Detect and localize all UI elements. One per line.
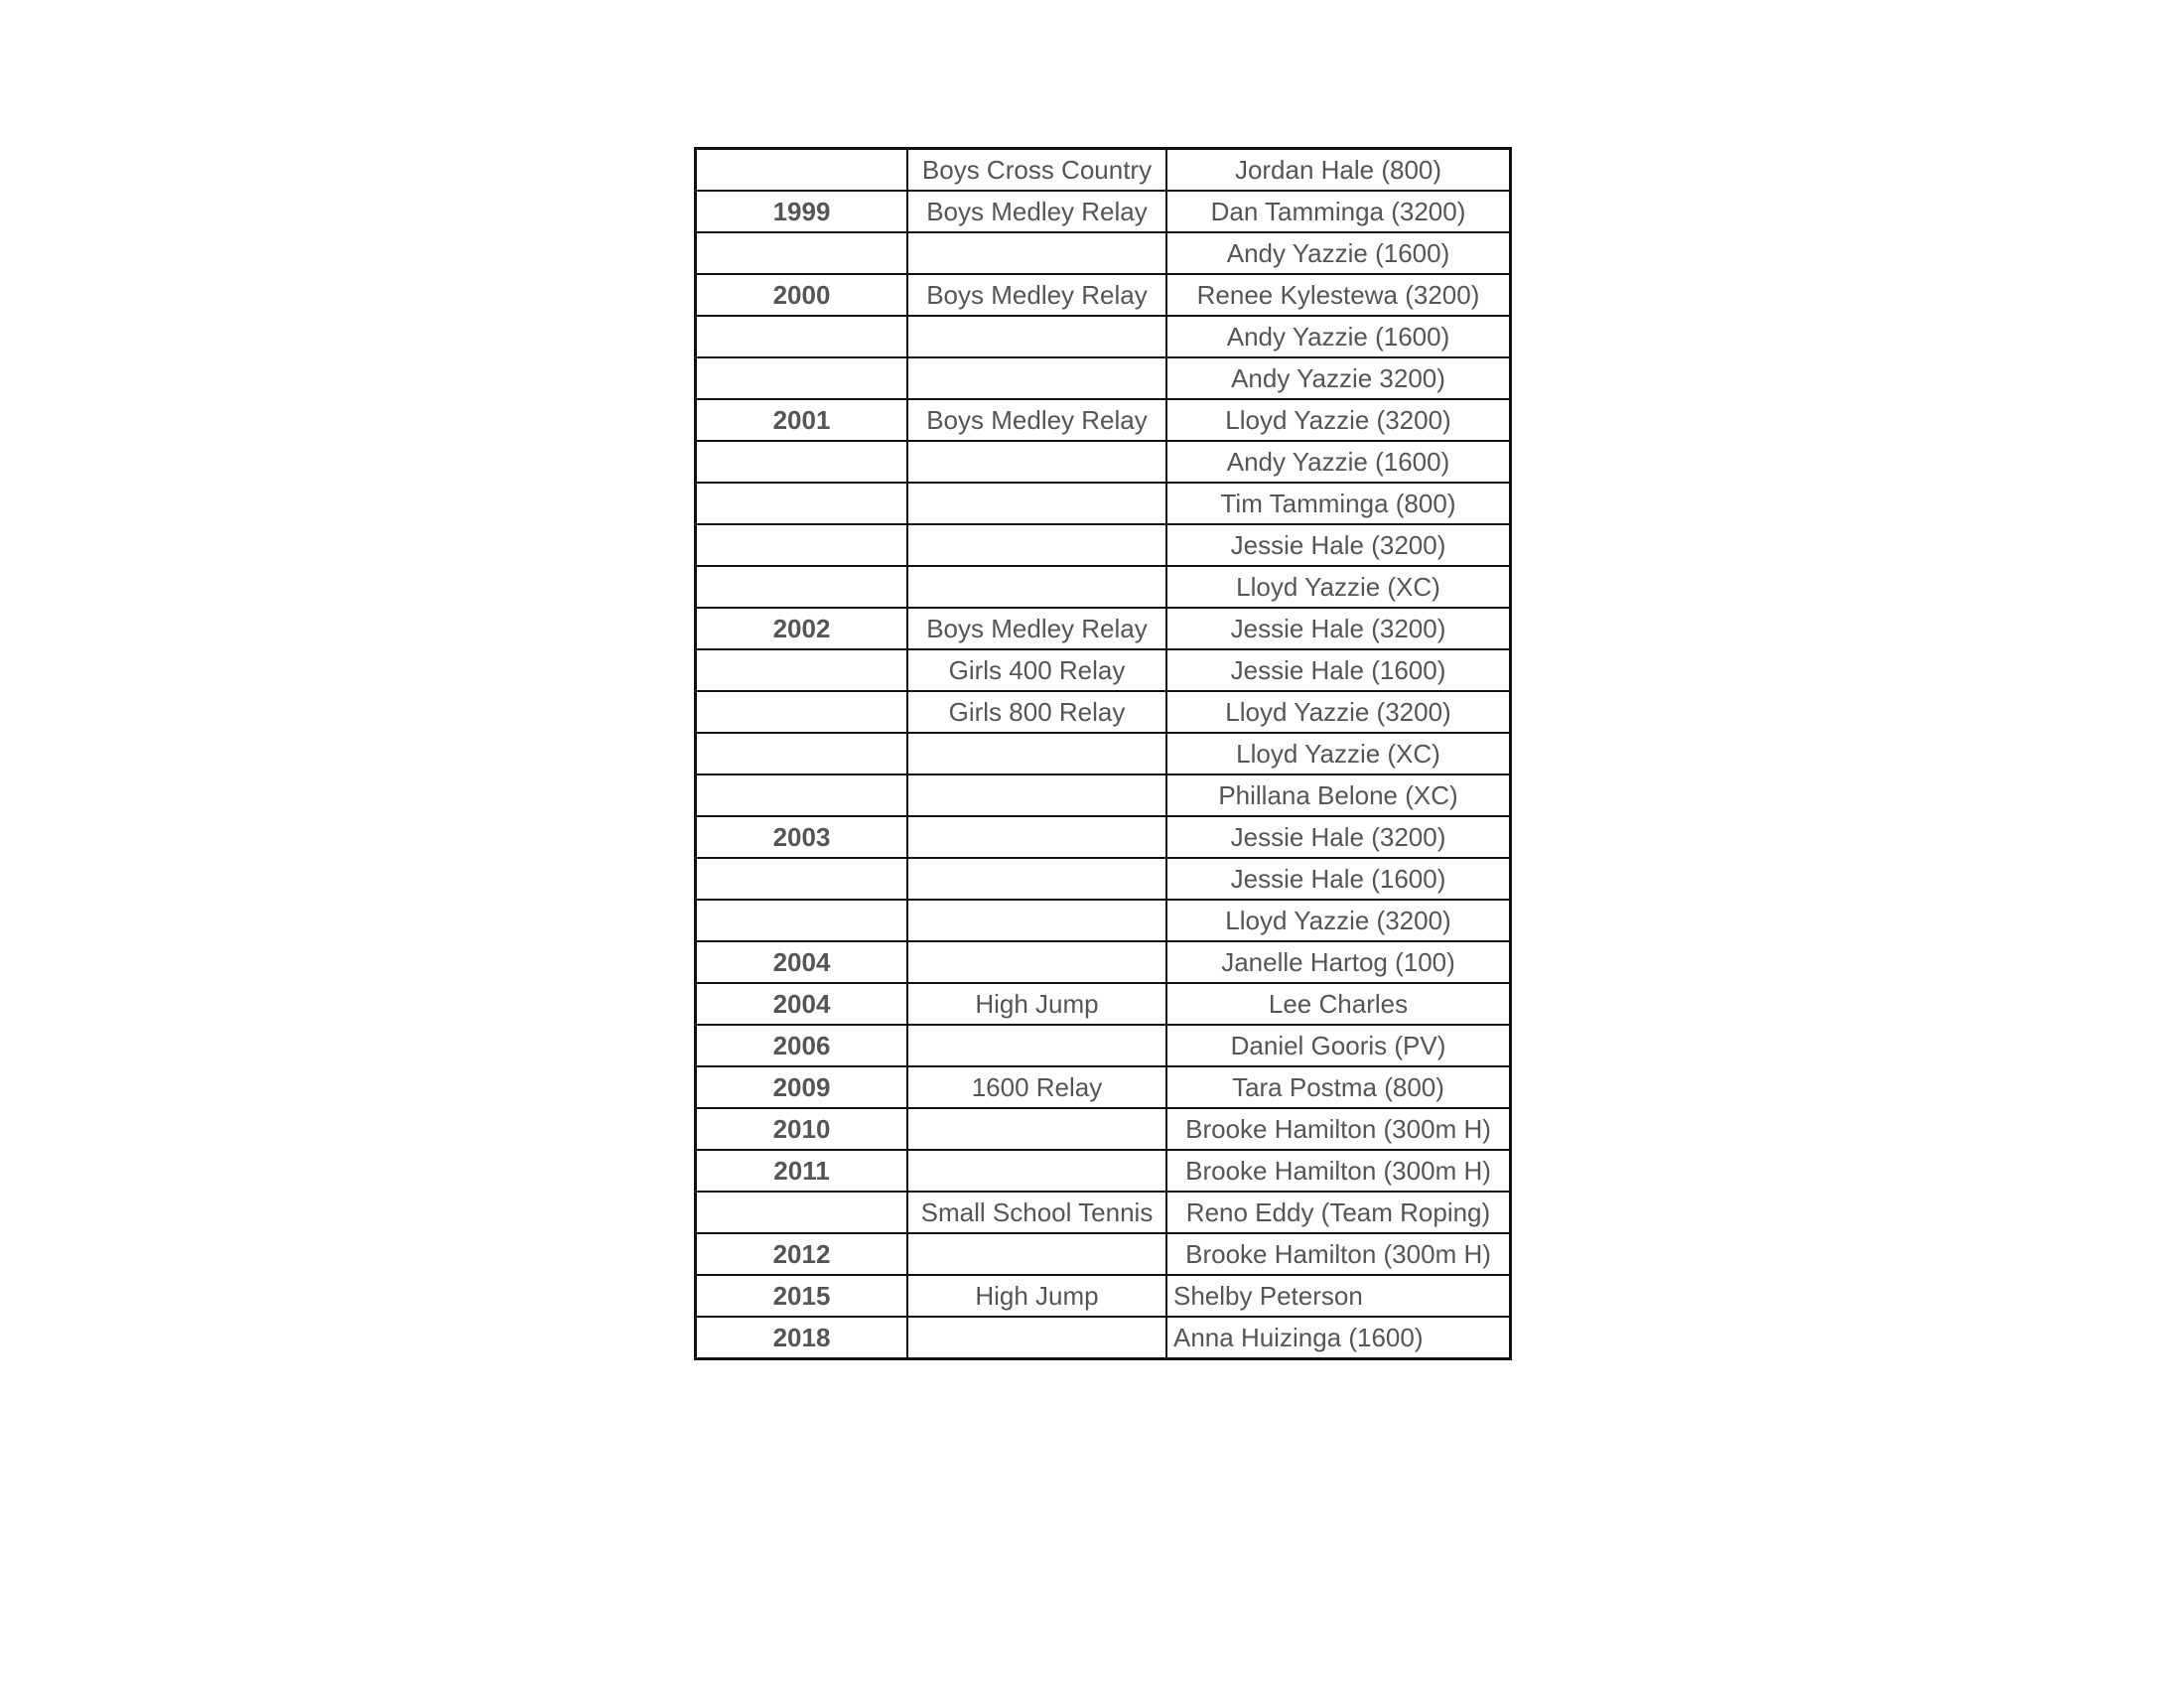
year-cell: 2011 — [696, 1150, 908, 1192]
table-row — [696, 149, 1511, 192]
event-cell: 1600 Relay — [907, 1066, 1166, 1108]
year-cell: 2004 — [696, 983, 908, 1025]
event-cell: Boys Cross Country — [907, 149, 1166, 192]
event-cell — [907, 1108, 1166, 1150]
records-table-body — [696, 149, 1511, 1359]
athlete-cell: Jessie Hale (3200) — [1166, 608, 1511, 649]
athlete-cell: Brooke Hamilton (300m H) — [1166, 1233, 1511, 1275]
year-cell — [696, 900, 908, 941]
event-cell: Boys Medley Relay — [907, 608, 1166, 649]
year-cell: 2000 — [696, 274, 908, 316]
table-row — [696, 774, 1511, 816]
athlete-cell: Phillana Belone (XC) — [1166, 774, 1511, 816]
event-cell — [907, 941, 1166, 983]
event-cell — [907, 733, 1166, 774]
event-cell: Boys Medley Relay — [907, 191, 1166, 232]
athlete-cell: Andy Yazzie 3200) — [1166, 357, 1511, 399]
event-cell: Boys Medley Relay — [907, 399, 1166, 441]
athlete-cell: Lee Charles — [1166, 983, 1511, 1025]
table-row — [696, 1233, 1511, 1275]
table-row — [696, 274, 1511, 316]
athlete-cell: Jessie Hale (1600) — [1166, 858, 1511, 900]
records-table — [694, 147, 1512, 1360]
athlete-cell: Lloyd Yazzie (3200) — [1166, 900, 1511, 941]
year-cell — [696, 649, 908, 691]
event-cell — [907, 566, 1166, 608]
event-cell — [907, 858, 1166, 900]
table-row — [696, 483, 1511, 524]
event-cell — [907, 1317, 1166, 1359]
event-cell — [907, 441, 1166, 483]
year-cell: 2015 — [696, 1275, 908, 1317]
year-cell: 2003 — [696, 816, 908, 858]
year-cell: 2018 — [696, 1317, 908, 1359]
table-row — [696, 1150, 1511, 1192]
table-row — [696, 191, 1511, 232]
year-cell: 1999 — [696, 191, 908, 232]
event-cell — [907, 1150, 1166, 1192]
athlete-cell: Tim Tamminga (800) — [1166, 483, 1511, 524]
table-row — [696, 608, 1511, 649]
athlete-cell: Lloyd Yazzie (XC) — [1166, 733, 1511, 774]
athlete-cell: Lloyd Yazzie (XC) — [1166, 566, 1511, 608]
year-cell: 2002 — [696, 608, 908, 649]
table-row — [696, 357, 1511, 399]
athlete-cell: Lloyd Yazzie (3200) — [1166, 399, 1511, 441]
athlete-cell: Reno Eddy (Team Roping) — [1166, 1192, 1511, 1233]
table-row — [696, 1192, 1511, 1233]
event-cell — [907, 1025, 1166, 1066]
event-cell: Boys Medley Relay — [907, 274, 1166, 316]
athlete-cell: Lloyd Yazzie (3200) — [1166, 691, 1511, 733]
event-cell — [907, 316, 1166, 357]
table-row — [696, 1066, 1511, 1108]
year-cell — [696, 566, 908, 608]
year-cell — [696, 858, 908, 900]
athlete-cell: Jordan Hale (800) — [1166, 149, 1511, 192]
table-row — [696, 858, 1511, 900]
athlete-cell: Andy Yazzie (1600) — [1166, 316, 1511, 357]
year-cell: 2004 — [696, 941, 908, 983]
athlete-cell: Jessie Hale (3200) — [1166, 816, 1511, 858]
year-cell: 2001 — [696, 399, 908, 441]
event-cell: Girls 400 Relay — [907, 649, 1166, 691]
year-cell: 2010 — [696, 1108, 908, 1150]
athlete-cell: Andy Yazzie (1600) — [1166, 232, 1511, 274]
athlete-cell: Anna Huizinga (1600) — [1166, 1317, 1511, 1359]
event-cell: High Jump — [907, 1275, 1166, 1317]
year-cell: 2006 — [696, 1025, 908, 1066]
event-cell: Girls 800 Relay — [907, 691, 1166, 733]
athlete-cell: Renee Kylestewa (3200) — [1166, 274, 1511, 316]
table-row — [696, 983, 1511, 1025]
year-cell — [696, 691, 908, 733]
athlete-cell: Daniel Gooris (PV) — [1166, 1025, 1511, 1066]
year-cell — [696, 733, 908, 774]
athlete-cell: Jessie Hale (3200) — [1166, 524, 1511, 566]
athlete-cell: Jessie Hale (1600) — [1166, 649, 1511, 691]
athlete-cell: Brooke Hamilton (300m H) — [1166, 1108, 1511, 1150]
table-row — [696, 941, 1511, 983]
table-row — [696, 1317, 1511, 1359]
year-cell — [696, 357, 908, 399]
year-cell — [696, 774, 908, 816]
year-cell — [696, 1192, 908, 1233]
table-row — [696, 1108, 1511, 1150]
year-cell — [696, 441, 908, 483]
table-row — [696, 900, 1511, 941]
event-cell — [907, 357, 1166, 399]
athlete-cell: Shelby Peterson — [1166, 1275, 1511, 1317]
event-cell — [907, 774, 1166, 816]
event-cell — [907, 483, 1166, 524]
year-cell: 2009 — [696, 1066, 908, 1108]
year-cell — [696, 524, 908, 566]
athlete-cell: Janelle Hartog (100) — [1166, 941, 1511, 983]
table-row — [696, 399, 1511, 441]
table-row — [696, 816, 1511, 858]
table-row — [696, 316, 1511, 357]
event-cell — [907, 524, 1166, 566]
year-cell — [696, 232, 908, 274]
table-row — [696, 524, 1511, 566]
event-cell — [907, 232, 1166, 274]
table-row — [696, 566, 1511, 608]
year-cell — [696, 483, 908, 524]
table-row — [696, 649, 1511, 691]
table-row — [696, 441, 1511, 483]
table-row — [696, 733, 1511, 774]
year-cell — [696, 149, 908, 192]
event-cell — [907, 1233, 1166, 1275]
table-row — [696, 232, 1511, 274]
table-row — [696, 691, 1511, 733]
table-row — [696, 1275, 1511, 1317]
table-row — [696, 1025, 1511, 1066]
year-cell — [696, 316, 908, 357]
athlete-cell: Tara Postma (800) — [1166, 1066, 1511, 1108]
event-cell: High Jump — [907, 983, 1166, 1025]
event-cell — [907, 816, 1166, 858]
event-cell: Small School Tennis — [907, 1192, 1166, 1233]
year-cell: 2012 — [696, 1233, 908, 1275]
event-cell — [907, 900, 1166, 941]
athlete-cell: Andy Yazzie (1600) — [1166, 441, 1511, 483]
athlete-cell: Dan Tamminga (3200) — [1166, 191, 1511, 232]
athlete-cell: Brooke Hamilton (300m H) — [1166, 1150, 1511, 1192]
